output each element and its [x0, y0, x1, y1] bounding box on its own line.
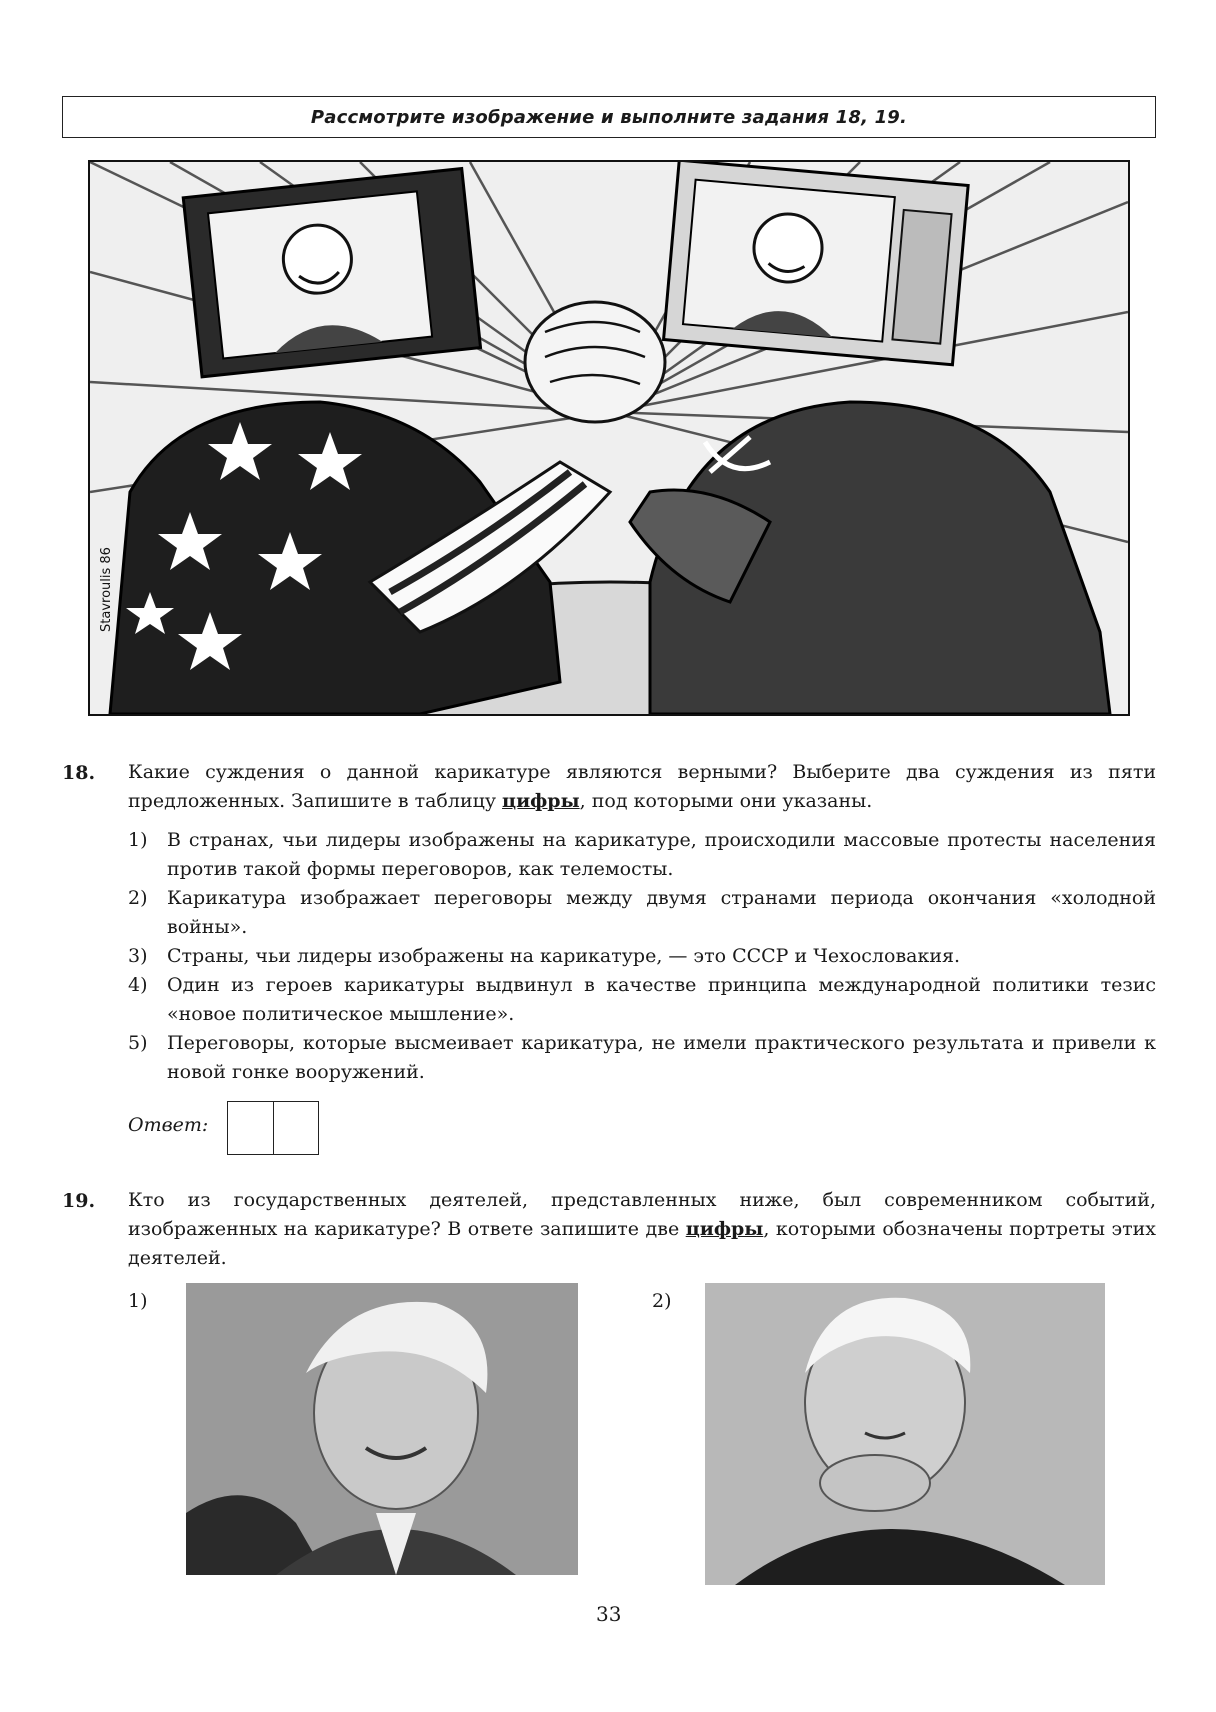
cartoon-image: [88, 160, 1130, 716]
instruction-box: [62, 96, 1156, 138]
q18-options: [128, 826, 1156, 1087]
answer-cell[interactable]: [274, 1102, 319, 1154]
option-number: 5): [128, 1032, 148, 1054]
q19-prompt: [128, 1186, 1156, 1273]
instruction-text: Рассмотрите изображение и выполните задания 18, 19.: [310, 106, 908, 128]
photo-1-label: 1): [128, 1290, 148, 1312]
option-text: Переговоры, которые высмеивает карикатура, не имели практического результата и привели к новой гонке вооружений.: [167, 1032, 1156, 1083]
q18-text-a: Какие суждения о данной карикатуре являются верными? Выберите два суждения из пяти предложенных. Запишите в таблицу: [128, 761, 1156, 812]
q18-option: [128, 826, 1156, 884]
q18-option: [128, 884, 1156, 942]
option-number: 1): [128, 829, 148, 851]
page-number: 33: [596, 1602, 622, 1626]
answer-field[interactable]: [227, 1101, 319, 1155]
q18-option: [128, 942, 1156, 971]
q18-prompt: [128, 758, 1156, 816]
q19-text-a: Кто из государственных деятелей, представленных ниже, был современником событий, изображенных на карикатуре? В ответе запишите две: [128, 1189, 1156, 1240]
option-text: Один из героев карикатуры выдвинул в качестве принципа международной политики тезис «новое политическое мышление».: [167, 974, 1156, 1025]
cartoon-signature: Stavroulis 86: [99, 547, 114, 632]
q18-option: [128, 1029, 1156, 1087]
q19-number: 19.: [62, 1190, 96, 1212]
q18-emphasis: цифры: [502, 790, 580, 812]
option-text: В странах, чьи лидеры изображены на карикатуре, происходили массовые протесты населения против такой формы переговоров, как телемосты.: [167, 829, 1156, 880]
portrait-photo-2: [705, 1283, 1105, 1585]
answer-cell[interactable]: [228, 1102, 274, 1154]
portrait-photo-1: [186, 1283, 578, 1575]
q19-text-b: , которыми обозначены портреты этих деятелей.: [128, 1218, 1156, 1269]
option-number: 2): [128, 887, 148, 909]
q19-emphasis: цифры: [685, 1218, 764, 1240]
option-number: 3): [128, 945, 148, 967]
option-number: 4): [128, 974, 148, 996]
option-text: Карикатура изображает переговоры между двумя странами периода окончания «холодной войны».: [167, 887, 1156, 938]
q18-number: 18.: [62, 762, 96, 784]
answer-label: Ответ:: [128, 1114, 209, 1136]
q18-text-b: , под которыми они указаны.: [579, 790, 873, 812]
photo-2-label: 2): [652, 1290, 672, 1312]
option-text: Страны, чьи лидеры изображены на карикатуре, — это СССР и Чехословакия.: [167, 945, 961, 967]
cartoon-drawing: [90, 162, 1128, 714]
q18-option: [128, 971, 1156, 1029]
